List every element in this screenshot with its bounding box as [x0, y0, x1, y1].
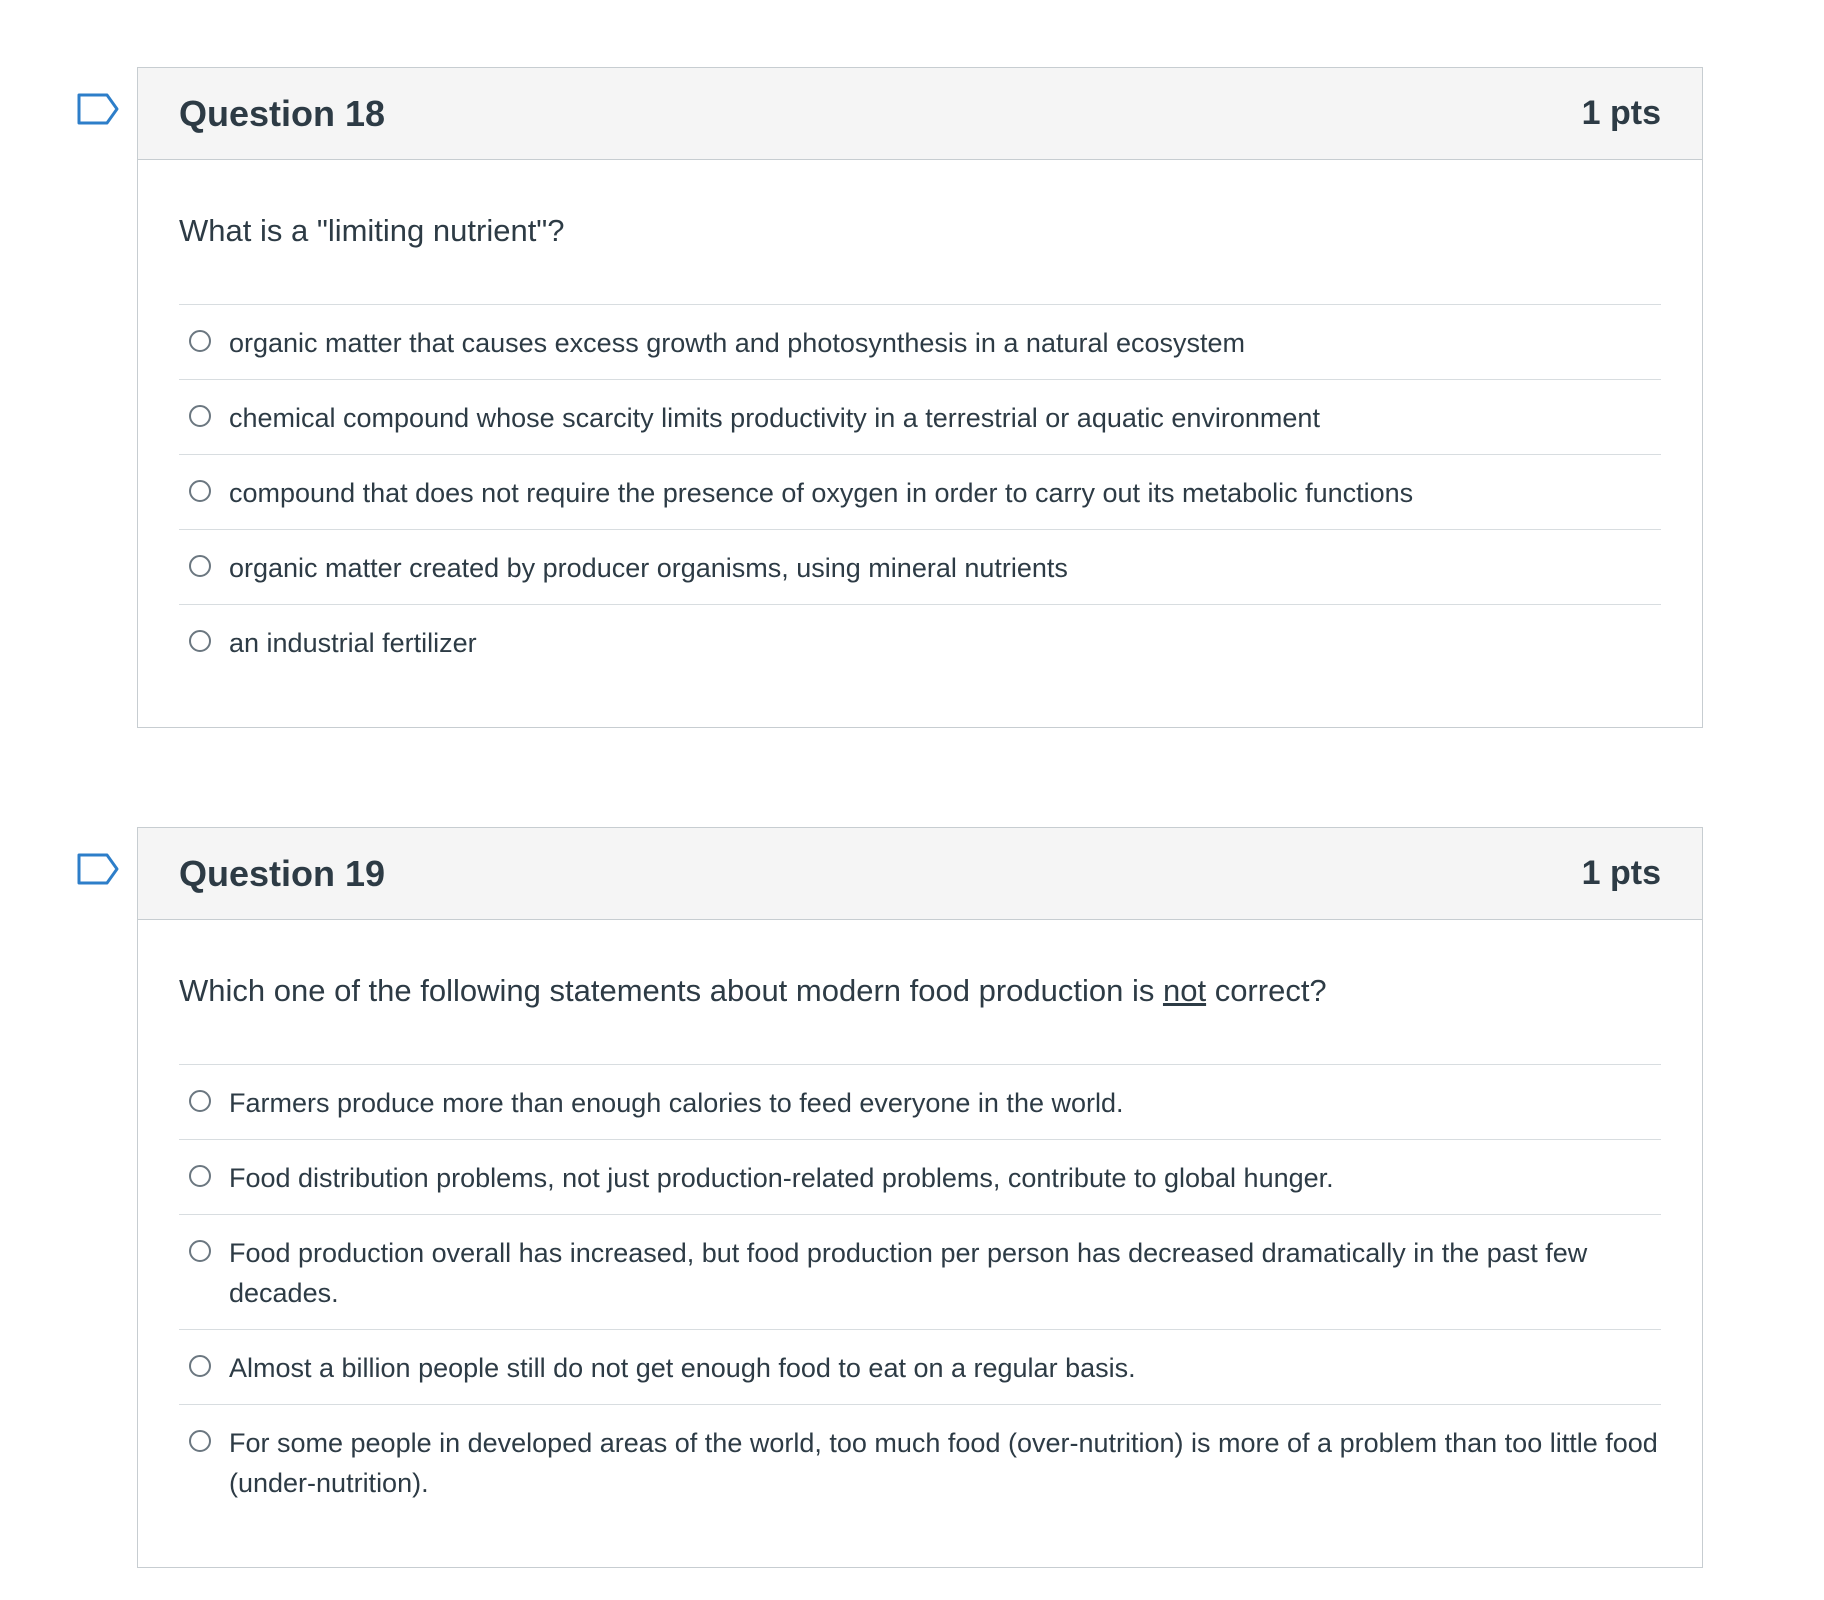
answer-label: organic matter created by producer organisms, using mineral nutrients: [229, 553, 1068, 583]
answer-option[interactable]: [179, 455, 1661, 530]
radio-button-icon[interactable]: [189, 330, 211, 352]
question-text-after: correct?: [1206, 973, 1327, 1008]
question-title: Question 19: [179, 852, 386, 894]
question-text-emphasis: not: [1162, 973, 1207, 1008]
answer-option[interactable]: [179, 380, 1661, 455]
answer-label: For some people in developed areas of the world, too much food (over-nutrition) is more of a problem than too little food (under-nutrition).: [229, 1428, 1658, 1498]
radio-button-icon[interactable]: [189, 1430, 211, 1452]
radio-button-icon[interactable]: [189, 1240, 211, 1262]
answer-option[interactable]: [179, 530, 1661, 605]
question-header: [138, 828, 1702, 920]
answer-option[interactable]: [179, 1140, 1661, 1215]
answer-option[interactable]: [179, 1330, 1661, 1405]
radio-button-icon[interactable]: [189, 630, 211, 652]
question-card: [137, 67, 1703, 728]
question-18-container: [137, 67, 1703, 728]
radio-button-icon[interactable]: [189, 1355, 211, 1377]
answer-option[interactable]: [179, 1405, 1661, 1519]
question-points: 1 pts: [1581, 94, 1661, 132]
radio-button-icon[interactable]: [189, 405, 211, 427]
question-points: 1 pts: [1581, 854, 1661, 892]
answer-list: [179, 304, 1661, 679]
answer-label: organic matter that causes excess growth and photosynthesis in a natural ecosystem: [229, 328, 1246, 358]
radio-button-icon[interactable]: [189, 1165, 211, 1187]
question-body: [138, 160, 1702, 727]
answer-label: Farmers produce more than enough calories to feed everyone in the world.: [229, 1088, 1124, 1118]
answer-option[interactable]: [179, 1065, 1661, 1140]
question-text-before: Which one of the following statements about modern food production is: [179, 973, 1163, 1008]
answer-label: chemical compound whose scarcity limits productivity in a terrestrial or aquatic environment: [229, 403, 1320, 433]
answer-option[interactable]: [179, 605, 1661, 679]
question-title: Question 18: [179, 92, 386, 134]
question-text: [179, 972, 1661, 1010]
question-text: What is a "limiting nutrient"?: [179, 213, 565, 248]
question-card: [137, 827, 1703, 1568]
answer-label: Food production overall has increased, but food production per person has decreased dramatically in the past few decades.: [229, 1238, 1588, 1308]
radio-button-icon[interactable]: [189, 480, 211, 502]
answer-option[interactable]: [179, 305, 1661, 380]
question-19-container: [137, 827, 1703, 1568]
answer-list: [179, 1064, 1661, 1519]
answer-label: Almost a billion people still do not get enough food to eat on a regular basis.: [229, 1353, 1136, 1383]
question-header: [138, 68, 1702, 160]
answer-label: Food distribution problems, not just production-related problems, contribute to global hunger.: [229, 1163, 1334, 1193]
answer-option[interactable]: [179, 1215, 1661, 1330]
question-body: [138, 920, 1702, 1567]
radio-button-icon[interactable]: [189, 1090, 211, 1112]
answer-label: an industrial fertilizer: [229, 628, 477, 658]
radio-button-icon[interactable]: [189, 555, 211, 577]
flag-question-icon[interactable]: [77, 853, 119, 885]
answer-label: compound that does not require the presence of oxygen in order to carry out its metabolic functions: [229, 478, 1414, 508]
flag-question-icon[interactable]: [77, 93, 119, 125]
